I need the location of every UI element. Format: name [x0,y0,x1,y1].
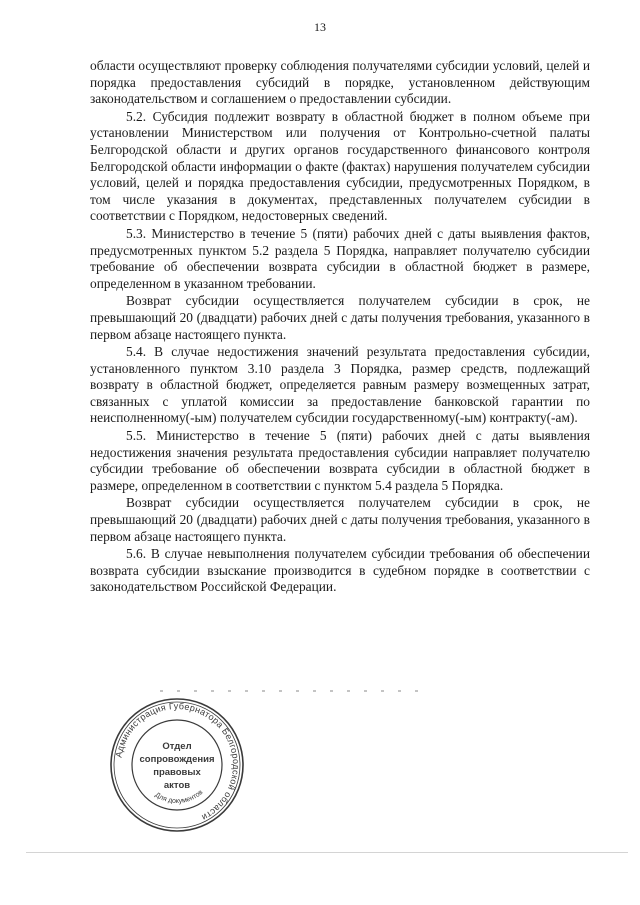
document-body [90,58,590,597]
paragraph-continuation: области осуществляют проверку соблюдения получателями субсидии условий, целей и порядка предоставления субсидий в порядке, установленном действующим законодательством и соглашением о предоставлении субсидии. [90,58,590,107]
stamp-inner-text: Для документов [153,788,205,806]
stamp-line-1: Отдел [162,741,192,752]
paragraph-5-2: 5.2. Субсидия подлежит возврату в областной бюджет в полном объеме при установлении Министерством или получения от Контрольно-счетной палаты Белгородской области и других органов государственного финансового контроля Белгородской области информации о факте (фактах) нарушения получателем субсидии условий, целей и порядка предоставления субсидии, предусмотренных Порядком, в том числе указания в документах, представленных получателем субсидии в соответствии с Порядком, недостоверных сведений. [90,108,590,224]
paragraph-5-5-return: Возврат субсидии осуществляется получателем субсидии в срок, не превышающий 20 (двадцати) рабочих дней с даты получения требования, указанного в первом абзаце настоящего пункта. [90,495,590,544]
page-number: 13 [314,20,326,34]
stamp-line-3: правовых [153,767,201,778]
bottom-scan-line [26,852,628,853]
scan-dash-line [160,690,420,692]
official-stamp [107,695,247,835]
stamp-line-4: актов [163,780,191,791]
stamp-outer-text: Администрация Губернатора Белгородской области [113,700,242,823]
paragraph-5-3: 5.3. Министерство в течение 5 (пяти) рабочих дней с даты выявления фактов, предусмотренных пунктом 5.2 раздела 5 Порядка, направляет получателю субсидии требование об обеспечении возврата субсидии в областной бюджет в размере, определенном в указанном требовании. [90,225,590,291]
paragraph-5-6: 5.6. В случае невыполнения получателем субсидии требования об обеспечении возврата субсидии взыскание производится в судебном порядке в соответствии с законодательством Российской Федерации. [90,546,590,595]
paragraph-5-5: 5.5. Министерство в течение 5 (пяти) рабочих дней с даты выявления недостижения значения результата предоставления субсидии направляет получателю субсидии требование об обеспечении возврата субсидии в областной бюджет в размере, определенном в соответствии с пунктом 5.4 раздела 5 Порядка. [90,428,590,493]
stamp-line-2: сопровождения [139,754,215,765]
svg-text:Для документов [154,789,205,805]
paragraph-5-4: 5.4. В случае недостижения значений результата предоставления субсидии, установленного пунктом 3.10 раздела 3 Порядка, размер средств, подлежащий возврату в областной бюджет, определяется равным размеру возмещенных затрат, связанных с уплатой комиссии за предоставление банковской гарантии по неисполненному(-ым) получателем субсидии государственному(-ым) контракту(-ам). [90,344,590,426]
paragraph-5-3-return: Возврат субсидии осуществляется получателем субсидии в срок, не превышающий 20 (двадцати) рабочих дней с даты получения требования, указанного в первом абзаце настоящего пункта. [90,293,590,342]
